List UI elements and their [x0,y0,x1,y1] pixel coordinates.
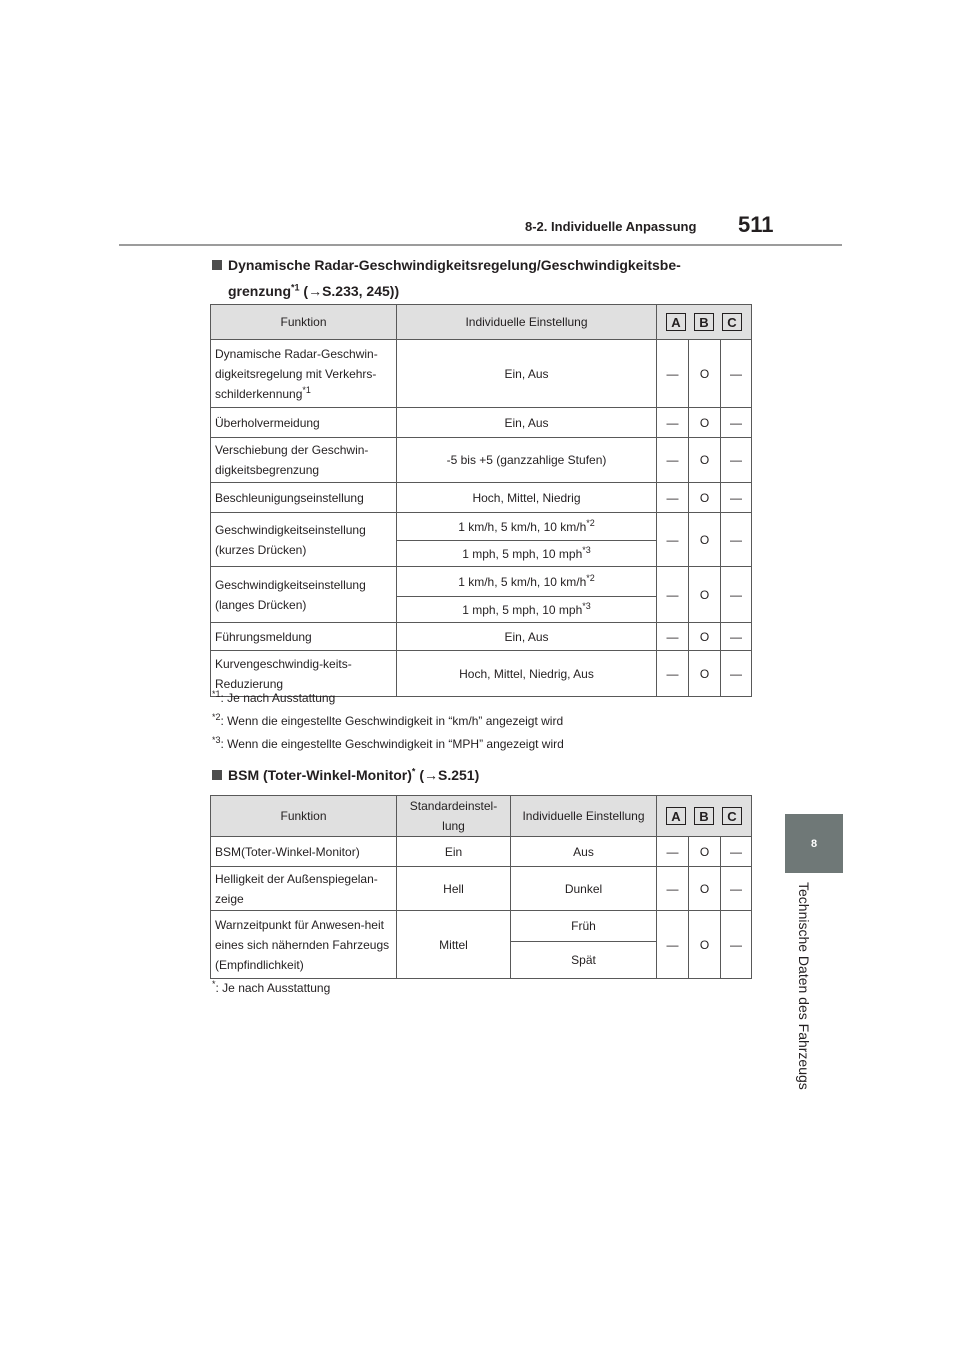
cell-a: — [657,513,689,567]
cell-function: Kurvengeschwindig-keits-Reduzierung [211,651,397,697]
cell-setting: 1 km/h, 5 km/h, 10 $km/h^{*2}$ [397,567,657,597]
settings-table-2 [210,795,752,979]
cell-standard: Ein [397,837,511,867]
cell-function: Geschwindigkeitseinstellung (kurzes Drücken) [211,513,397,567]
cell-function: Überholvermeidung [211,408,397,438]
table-header-row [211,305,752,340]
cell-c: — [721,567,752,623]
cell-setting: Aus [511,837,657,867]
settings-table-1 [210,304,752,697]
cell-setting: 1 km/h, 5 km/h, 10 $km/h^{*2}$ [397,513,657,541]
label-a-icon: A [666,313,686,331]
table-row [211,911,752,942]
cell-setting: Ein, Aus [397,340,657,408]
footnote: $^{*1}$: Je nach Ausstattung [212,689,336,705]
cell-standard: Hell [397,867,511,911]
cell-c: — [721,867,752,911]
header-abc [657,305,752,340]
cell-a: — [657,567,689,623]
cell-function: Helligkeit der Außenspiegelan-zeige [211,867,397,911]
cell-b: O [689,623,721,651]
section2-heading: BSM (Toter-Winkel-Monitor)* (→S.251) [212,763,479,787]
cell-function: Geschwindigkeitseinstellung (langes Drücken) [211,567,397,623]
cell-b: O [689,438,721,483]
chapter-title: Technische Daten des Fahrzeugs [796,882,812,1090]
cell-setting: Ein, Aus [397,623,657,651]
cell-c: — [721,911,752,979]
header-standard: Standardeinstel-lung [397,796,511,837]
table-row [211,837,752,867]
cell-function: Verschiebung der Geschwin-digkeitsbegrenzung [211,438,397,483]
cell-setting: Früh [511,911,657,942]
label-a-icon: A [666,807,686,825]
header-funktion: Funktion [211,796,397,837]
cell-b: O [689,867,721,911]
cell-b: O [689,567,721,623]
footnote: $^{*3}$: Wenn die eingestellte Geschwindigkeit in “MPH” angezeigt wird [212,735,564,751]
cell-c: — [721,837,752,867]
cell-b: O [689,911,721,979]
table-row [211,408,752,438]
cell-a: — [657,623,689,651]
cell-setting: Hoch, Mittel, Niedrig, Aus [397,651,657,697]
chapter-tab: 8 [785,814,843,873]
cell-function: Beschleunigungseinstellung [211,483,397,513]
bullet-icon [212,260,222,270]
cell-setting: 1 mph, 5 mph, 10 mph$^{*3}$ [397,597,657,623]
label-b-icon: B [694,807,714,825]
cell-c: — [721,408,752,438]
table-row [211,340,752,408]
header-funktion: Funktion [211,305,397,340]
table-row [211,513,752,541]
table-row [211,867,752,911]
cell-a: — [657,911,689,979]
table-row [211,483,752,513]
header-rule [119,244,842,246]
label-b-icon: B [694,313,714,331]
cell-a: — [657,438,689,483]
cell-c: — [721,483,752,513]
header-einstellung: Individuelle Einstellung [511,796,657,837]
cell-function: Warnzeitpunkt für Anwesen-heit eines sich nähernden Fahrzeugs (Empfindlichkeit) [211,911,397,979]
cell-setting: Hoch, Mittel, Niedrig [397,483,657,513]
cell-c: — [721,623,752,651]
cell-a: — [657,340,689,408]
bullet-icon [212,770,222,780]
cell-function: BSM(Toter-Winkel-Monitor) [211,837,397,867]
cell-c: — [721,340,752,408]
cell-c: — [721,438,752,483]
table-row [211,623,752,651]
section1-heading: Dynamische Radar-Geschwindigkeitsregelung/Geschwindigkeitsbe- grenzung$^{*1}$ (→S.233, 245)) [212,253,681,303]
cell-b: O [689,513,721,567]
section-header: 8-2. Individuelle Anpassung [525,219,697,234]
cell-function: Dynamische Radar-Geschwin-digkeitsregelung mit Verkehrs-schilderkennung$^{*1}$ [211,340,397,408]
label-c-icon: C [722,807,742,825]
cell-a: — [657,837,689,867]
cell-c: — [721,651,752,697]
cell-c: — [721,513,752,567]
cell-standard: Mittel [397,911,511,979]
cell-setting: Spät [511,942,657,979]
footnote: *: Je nach Ausstattung [212,979,331,995]
cell-setting: Ein, Aus [397,408,657,438]
cell-b: O [689,408,721,438]
cell-setting: 1 mph, 5 mph, 10 mph$^{*3}$ [397,541,657,567]
footnote: $^{*2}$: Wenn die eingestellte Geschwindigkeit in “km/h” angezeigt wird [212,712,564,728]
table-row [211,438,752,483]
cell-b: O [689,837,721,867]
cell-setting: Dunkel [511,867,657,911]
header-abc [657,796,752,837]
cell-a: — [657,651,689,697]
cell-a: — [657,408,689,438]
header-einstellung: Individuelle Einstellung [397,305,657,340]
cell-a: — [657,867,689,911]
cell-a: — [657,483,689,513]
table-row [211,567,752,597]
page-number: 511 [738,212,774,237]
table-header-row [211,796,752,837]
cell-b: O [689,340,721,408]
label-c-icon: C [722,313,742,331]
table-row [211,651,752,697]
cell-b: O [689,651,721,697]
cell-setting: -5 bis +5 (ganzzahlige Stufen) [397,438,657,483]
cell-b: O [689,483,721,513]
cell-function: Führungsmeldung [211,623,397,651]
